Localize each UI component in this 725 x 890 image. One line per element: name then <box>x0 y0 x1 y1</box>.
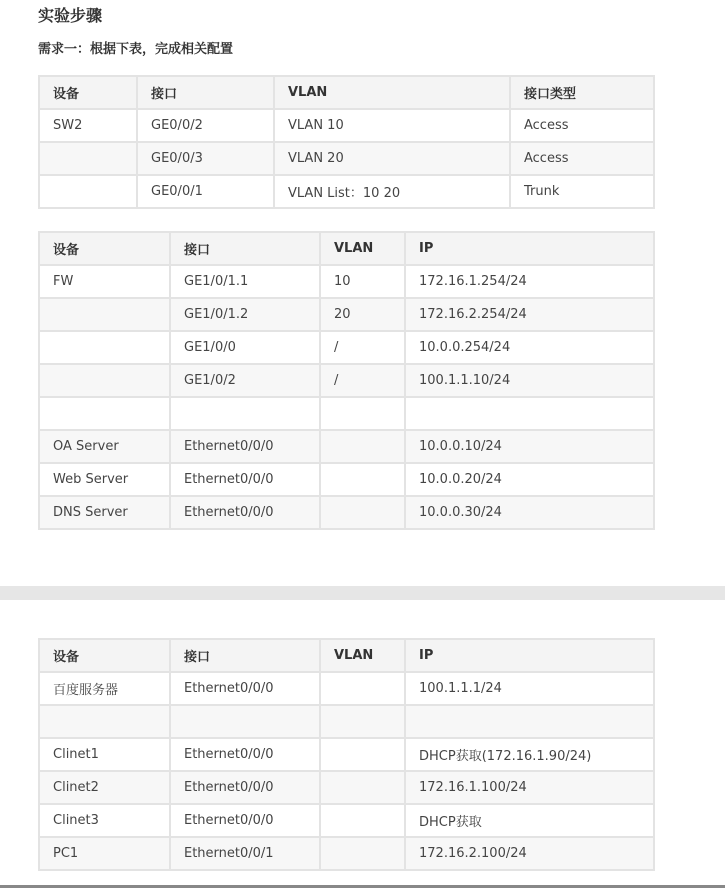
table-cell <box>405 705 654 738</box>
table-cell <box>405 397 654 430</box>
table-cell: 10.0.0.10/24 <box>405 430 654 463</box>
table-row <box>39 397 654 430</box>
table-cell: Ethernet0/0/0 <box>170 496 320 529</box>
table-cell: VLAN 10 <box>274 109 510 142</box>
table-row <box>39 265 654 298</box>
table-cell: 20 <box>320 298 405 331</box>
client-ip-table <box>38 638 655 871</box>
column-header: IP <box>405 639 654 672</box>
table-cell <box>320 397 405 430</box>
column-header: VLAN <box>320 232 405 265</box>
table-cell <box>320 804 405 837</box>
table-cell: Ethernet0/0/0 <box>170 771 320 804</box>
column-header: 设备 <box>39 639 170 672</box>
table-cell: DHCP获取(172.16.1.90/24) <box>405 738 654 771</box>
table-cell <box>320 463 405 496</box>
column-header: 接口 <box>170 639 320 672</box>
table-cell: Ethernet0/0/0 <box>170 672 320 705</box>
table-cell: Ethernet0/0/0 <box>170 738 320 771</box>
fw-ip-table <box>38 231 655 530</box>
table-cell <box>39 298 170 331</box>
page-heading: 实验步骤 <box>38 6 103 25</box>
table-cell <box>320 771 405 804</box>
table-row <box>39 672 654 705</box>
table-cell: GE0/0/2 <box>137 109 274 142</box>
table-row <box>39 705 654 738</box>
table-row <box>39 771 654 804</box>
table-cell: DNS Server <box>39 496 170 529</box>
table-cell: Ethernet0/0/0 <box>170 804 320 837</box>
table-cell <box>39 364 170 397</box>
column-header: VLAN <box>320 639 405 672</box>
table-cell: 172.16.1.254/24 <box>405 265 654 298</box>
table-header-row <box>39 76 654 109</box>
column-header: VLAN <box>274 76 510 109</box>
table-cell <box>39 705 170 738</box>
table-cell: 100.1.1.10/24 <box>405 364 654 397</box>
table-cell: 10.0.0.20/24 <box>405 463 654 496</box>
table-cell <box>320 738 405 771</box>
table-cell: Ethernet0/0/1 <box>170 837 320 870</box>
table-row <box>39 430 654 463</box>
table-row <box>39 496 654 529</box>
table-cell: GE1/0/2 <box>170 364 320 397</box>
table-header-row <box>39 639 654 672</box>
table-cell: Ethernet0/0/0 <box>170 463 320 496</box>
table-cell: SW2 <box>39 109 137 142</box>
table-cell: PC1 <box>39 837 170 870</box>
table-cell: 172.16.2.100/24 <box>405 837 654 870</box>
table-row <box>39 463 654 496</box>
column-header: 接口 <box>137 76 274 109</box>
table-cell: Access <box>510 142 654 175</box>
table-cell: / <box>320 364 405 397</box>
table-cell: Clinet2 <box>39 771 170 804</box>
table-cell <box>320 496 405 529</box>
table-cell: Clinet1 <box>39 738 170 771</box>
table-row <box>39 331 654 364</box>
table-cell <box>39 397 170 430</box>
table-cell: FW <box>39 265 170 298</box>
table-row <box>39 837 654 870</box>
column-header: IP <box>405 232 654 265</box>
table-cell: 100.1.1.1/24 <box>405 672 654 705</box>
table-cell: DHCP获取 <box>405 804 654 837</box>
table-cell: / <box>320 331 405 364</box>
vlan-interface-table <box>38 75 655 209</box>
column-header: 接口类型 <box>510 76 654 109</box>
table-cell: 百度服务器 <box>39 672 170 705</box>
table-row <box>39 142 654 175</box>
table-cell: 10.0.0.30/24 <box>405 496 654 529</box>
bottom-border <box>0 885 725 888</box>
table-cell <box>39 142 137 175</box>
table-row <box>39 175 654 208</box>
column-header: 设备 <box>39 232 170 265</box>
table-cell: GE0/0/3 <box>137 142 274 175</box>
table-cell: OA Server <box>39 430 170 463</box>
table-row <box>39 298 654 331</box>
table-cell <box>320 705 405 738</box>
table-cell: Web Server <box>39 463 170 496</box>
table-cell: Trunk <box>510 175 654 208</box>
table-cell: 172.16.1.100/24 <box>405 771 654 804</box>
table-cell: GE1/0/0 <box>170 331 320 364</box>
table-row <box>39 109 654 142</box>
table-cell <box>170 397 320 430</box>
column-header: 接口 <box>170 232 320 265</box>
table-row <box>39 738 654 771</box>
column-header: 设备 <box>39 76 137 109</box>
table-cell: Ethernet0/0/0 <box>170 430 320 463</box>
table-cell: 172.16.2.254/24 <box>405 298 654 331</box>
table-cell: VLAN List：10 20 <box>274 175 510 208</box>
table-row <box>39 364 654 397</box>
table-cell <box>170 705 320 738</box>
table-cell <box>320 672 405 705</box>
table-cell: Access <box>510 109 654 142</box>
table-cell: GE0/0/1 <box>137 175 274 208</box>
table-row <box>39 804 654 837</box>
table-cell: 10.0.0.254/24 <box>405 331 654 364</box>
table-cell <box>39 331 170 364</box>
table-header-row <box>39 232 654 265</box>
table-cell: Clinet3 <box>39 804 170 837</box>
requirement-heading: 需求一：根据下表，完成相关配置 <box>38 42 234 57</box>
table-cell: GE1/0/1.2 <box>170 298 320 331</box>
table-cell: GE1/0/1.1 <box>170 265 320 298</box>
section-separator <box>0 586 725 600</box>
table-cell <box>320 837 405 870</box>
table-cell: 10 <box>320 265 405 298</box>
table-cell: VLAN 20 <box>274 142 510 175</box>
table-cell <box>39 175 137 208</box>
table-cell <box>320 430 405 463</box>
